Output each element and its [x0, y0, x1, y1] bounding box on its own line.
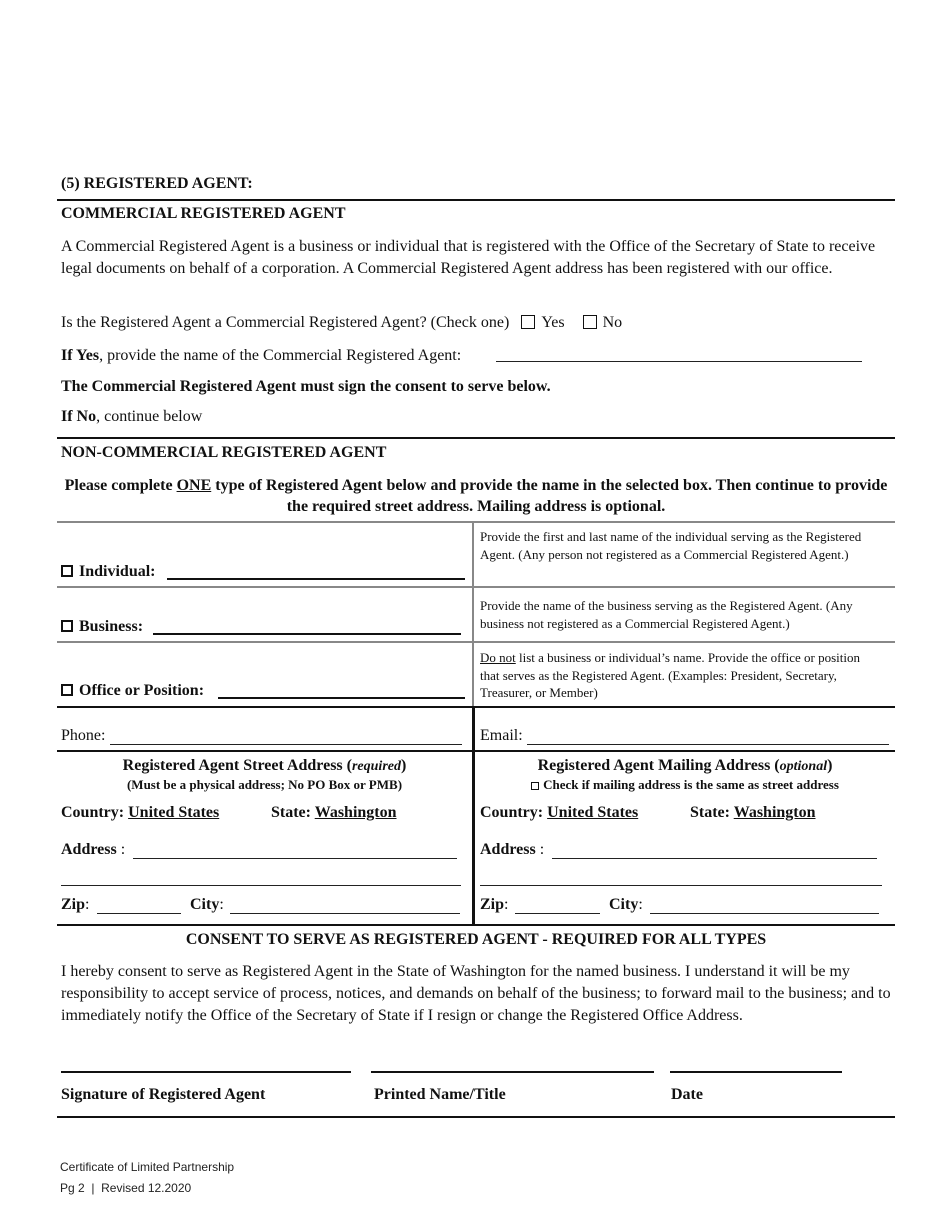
- date-field[interactable]: [670, 1071, 842, 1073]
- commercial-heading: COMMERCIAL REGISTERED AGENT: [61, 205, 346, 222]
- business-option[interactable]: Business:: [61, 618, 143, 636]
- mailing-same-checkbox[interactable]: [531, 782, 539, 790]
- mailing-address-field-2[interactable]: [480, 885, 882, 886]
- section-title: (5) REGISTERED AGENT:: [61, 175, 253, 192]
- mailing-zip-label: Zip: [480, 896, 505, 913]
- business-checkbox[interactable]: [61, 620, 73, 632]
- street-city-field[interactable]: [230, 913, 460, 914]
- street-address-label: Address: [61, 841, 117, 858]
- office-help: [480, 649, 880, 702]
- if-no-bold: If No: [61, 408, 97, 425]
- commercial-question: Is the Registered Agent a Commercial Registered Agent? (Check one): [61, 314, 510, 331]
- individual-name-field[interactable]: [167, 578, 465, 580]
- commercial-description: A Commercial Registered Agent is a business or individual that is registered with the Office of the Secretary of State to receive legal documents on behalf of a corporation. A Commercial Registered Agent address has been registered with our office.: [61, 238, 876, 277]
- printed-name-field[interactable]: [371, 1071, 654, 1073]
- mailing-address-field[interactable]: [552, 858, 877, 859]
- mailing-country-label: Country: [480, 804, 538, 821]
- row-divider: [57, 750, 895, 752]
- phone-field[interactable]: [110, 744, 462, 745]
- mailing-title-text: Registered Agent Mailing Address (: [537, 757, 780, 774]
- signature-field[interactable]: [61, 1071, 351, 1073]
- office-help-text: list a business or individual’s name. Provide the office or position that serves as the Registered Agent. (Examples: President, Secretary, Treasurer, or Member): [480, 650, 860, 700]
- street-title-close: ): [400, 757, 407, 774]
- mailing-subtitle: Check if mailing address is the same as street address: [543, 777, 839, 792]
- if-yes-row: [61, 347, 461, 365]
- mailing-city-row: City:: [609, 896, 643, 913]
- instr-pre: Please complete: [64, 477, 177, 494]
- street-address-row: Address :: [61, 841, 126, 858]
- email-label: Email:: [480, 727, 523, 744]
- mailing-state-label: State: [690, 804, 725, 821]
- table-top-border: [57, 521, 895, 523]
- office-option[interactable]: Office or Position:: [61, 682, 204, 700]
- street-title: [57, 757, 472, 775]
- mailing-country: Country: United States: [480, 804, 639, 821]
- street-state-label: State: [271, 804, 306, 821]
- divider: [57, 437, 895, 439]
- mailing-city-label: City: [609, 896, 639, 913]
- office-checkbox[interactable]: [61, 684, 73, 696]
- street-country-label: Country: [61, 804, 119, 821]
- street-address-field-2[interactable]: [61, 885, 461, 886]
- consent-heading: CONSENT TO SERVE AS REGISTERED AGENT - REQUIRED FOR ALL TYPES: [185, 931, 767, 948]
- phone-label: Phone:: [61, 727, 106, 744]
- street-address-field[interactable]: [133, 858, 457, 859]
- printed-name-label: Printed Name/Title: [374, 1086, 506, 1103]
- street-state: State: Washington: [271, 804, 397, 821]
- mailing-country-value: United States: [547, 804, 639, 821]
- address-divider: [472, 706, 475, 926]
- noncommercial-heading: NON-COMMERCIAL REGISTERED AGENT: [61, 444, 387, 461]
- row-divider: [57, 706, 895, 708]
- street-country: Country: United States: [61, 804, 220, 821]
- date-label: Date: [671, 1086, 703, 1103]
- yes-checkbox[interactable]: [521, 315, 535, 329]
- street-title-required: required: [351, 759, 401, 774]
- office-field[interactable]: [218, 697, 465, 699]
- if-yes-text: , provide the name of the Commercial Registered Agent:: [99, 347, 462, 364]
- consent-text: I hereby consent to serve as Registered Agent in the State of Washington for the named business. I understand it will be my responsibility to accept service of process, notices, and demands on behalf of the business; to forward mail to the business; and to immediately notify the Office of the Secretary of State if I resign or change the Registered Office Address.: [61, 963, 891, 1024]
- row-divider: [57, 641, 895, 643]
- row-divider: [57, 586, 895, 588]
- individual-checkbox[interactable]: [61, 565, 73, 577]
- yes-label: Yes: [541, 314, 565, 331]
- mailing-title-close: ): [827, 757, 833, 774]
- noncommercial-instructions: [57, 475, 895, 517]
- bottom-rule: [57, 1116, 895, 1118]
- no-label: No: [602, 314, 623, 331]
- footer-form-name: Certificate of Limited Partnership: [60, 1160, 235, 1174]
- table-divider: [472, 521, 474, 708]
- mailing-zip-field[interactable]: [515, 913, 600, 914]
- mailing-title-optional: optional: [779, 759, 828, 774]
- footer-page-info: Pg 2 | Revised 12.2020: [60, 1181, 192, 1195]
- if-yes-bold: If Yes: [61, 347, 100, 364]
- must-sign-note: The Commercial Registered Agent must sign the consent to serve below.: [61, 378, 551, 395]
- business-label: Business: [79, 618, 138, 635]
- email-field[interactable]: [527, 744, 889, 745]
- street-zip-label: Zip: [61, 896, 86, 913]
- office-label: Office or Position: [79, 682, 199, 699]
- individual-help: Provide the first and last name of the individual serving as the Registered Agent. (Any person not registered as a Commercial Registered Agent.): [480, 529, 862, 562]
- office-help-do-not: Do not: [480, 650, 516, 665]
- mailing-same-option[interactable]: [475, 777, 895, 793]
- instr-post: type of Registered Agent below and provide the name in the selected box. Then continue to provide the required street address. Mailing address is optional.: [211, 477, 888, 515]
- mailing-title: [475, 757, 895, 775]
- individual-label: Individual: [79, 563, 151, 580]
- commercial-question-row: [61, 314, 622, 332]
- individual-option[interactable]: Individual:: [61, 563, 155, 581]
- signature-label: Signature of Registered Agent: [61, 1086, 266, 1103]
- no-checkbox[interactable]: [583, 315, 597, 329]
- mailing-zip-row: Zip:: [480, 896, 509, 913]
- mailing-city-field[interactable]: [650, 913, 879, 914]
- mailing-state: State: Washington: [690, 804, 816, 821]
- divider: [57, 199, 895, 201]
- street-city-row: City:: [190, 896, 224, 913]
- street-country-value: United States: [128, 804, 220, 821]
- if-no-text: , continue below: [96, 408, 203, 425]
- business-name-field[interactable]: [153, 633, 461, 635]
- business-help: Provide the name of the business serving as the Registered Agent. (Any business not registered as a Commercial Registered Agent.): [480, 598, 853, 631]
- instr-one: ONE: [176, 477, 212, 494]
- street-state-value: Washington: [314, 804, 397, 821]
- street-zip-field[interactable]: [97, 913, 181, 914]
- if-no-row: [61, 408, 202, 426]
- street-city-label: City: [190, 896, 220, 913]
- street-subtitle: (Must be a physical address; No PO Box or PMB): [126, 777, 403, 792]
- street-zip-row: Zip:: [61, 896, 90, 913]
- mailing-address-label: Address: [480, 841, 536, 858]
- commercial-agent-name-field[interactable]: [496, 361, 862, 362]
- street-title-text: Registered Agent Street Address (: [122, 757, 352, 774]
- row-divider: [57, 924, 895, 926]
- mailing-state-value: Washington: [733, 804, 816, 821]
- mailing-address-row: Address :: [480, 841, 545, 858]
